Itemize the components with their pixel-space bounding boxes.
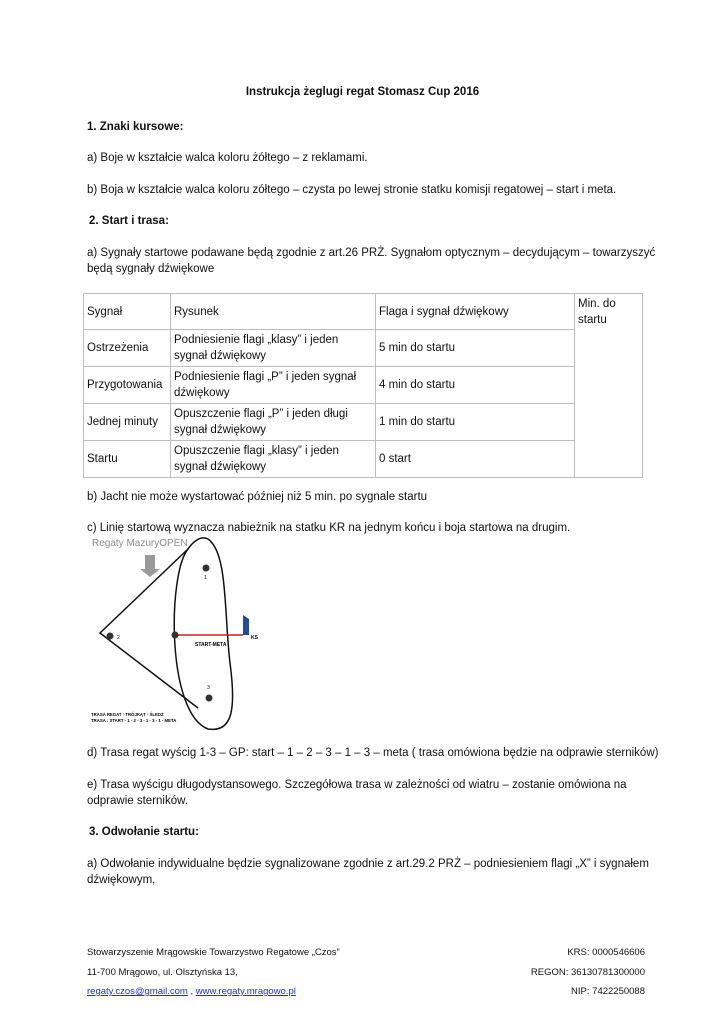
- table-cell: Ostrzeżenia: [84, 330, 171, 367]
- page-title: Instrukcja żeglugi regat Stomasz Cup 2016: [245, 86, 480, 98]
- table-row: [84, 404, 643, 441]
- section-2-item-e: e) Trasa wyścigu długodystansowego. Szczegółowa trasa w zależności od wiatru – zostanie omówiona na odprawie sterników.: [87, 779, 627, 807]
- section-2-item-a: a) Sygnały startowe podawane będą zgodnie z art.26 PRŻ. Sygnałom optycznym – decydującym – towarzyszyć będą sygnały dźwiękowe: [87, 247, 656, 275]
- section-1-heading: 1. Znaki kursowe:: [87, 121, 184, 133]
- footer-separator: ,: [187, 986, 196, 997]
- table-cell: 0 start: [376, 441, 575, 478]
- table-cell: 4 min do startu: [376, 367, 575, 404]
- table-row: [84, 367, 643, 404]
- footer-krs: KRS: 0000546606: [567, 947, 645, 958]
- table-row: [84, 330, 643, 367]
- signals-table: [83, 293, 643, 478]
- committee-boat-icon: [243, 615, 249, 635]
- table-cell: Podniesienie flagi „klasy” i jeden sygnał dźwiękowy: [171, 330, 376, 367]
- section-3-item-a: a) Odwołanie indywidualne będzie sygnalizowane zgodnie z art.29.2 PRŻ – podniesieniem flagi „X” i sygnałem dźwiękowym,: [87, 858, 649, 886]
- race-course-diagram: [88, 533, 268, 733]
- table-cell: Podniesienie flagi „P” i jeden sygnał dźwiękowy: [171, 367, 376, 404]
- mark-3-label: 3: [207, 685, 210, 691]
- table-header: Min. do startu: [575, 294, 643, 478]
- mark-1-buoy: [203, 565, 210, 572]
- footer-contacts: [87, 986, 296, 997]
- section-1-item-a: a) Boje w kształcie walca koloru żółtego – z reklamami.: [87, 152, 368, 164]
- table-header: Flaga i sygnał dźwiękowy: [376, 294, 575, 330]
- table-cell: 1 min do startu: [376, 404, 575, 441]
- table-header: Rysunek: [171, 294, 376, 330]
- start-meta-label: START-META: [195, 642, 227, 648]
- footer-nip: NIP: 7422250088: [571, 986, 645, 997]
- section-3-heading: 3. Odwołanie startu:: [89, 826, 199, 838]
- section-2-item-c: c) Linię startową wyznacza nabieżnik na statku KR na jednym końcu i boja startowa na drugim.: [87, 522, 571, 534]
- table-cell: Startu: [84, 441, 171, 478]
- footer-org: Stowarzyszenie Mrągowskie Towarzystwo Regatowe „Czos”: [87, 947, 340, 958]
- table-cell: Opuszczenie flagi „klasy” i jeden sygnał dźwiękowy: [171, 441, 376, 478]
- mark-3-buoy: [206, 695, 213, 702]
- table-cell: Przygotowania: [84, 367, 171, 404]
- diagram-brand: Regaty MazuryOPEN: [92, 538, 188, 549]
- table-cell: Opuszczenie flagi „P” i jeden długi sygnał dźwiękowy: [171, 404, 376, 441]
- footer-website-link[interactable]: www.regaty.mragowo.pl: [195, 986, 296, 997]
- diagram-legend-line-1: TRASA REGAT : TRÓJKĄT - ŚLEDŹ: [91, 712, 164, 717]
- section-1-item-b: b) Boja w kształcie walca koloru zółtego – czysta po lewej stronie statku komisji regatowej – start i meta.: [87, 184, 617, 196]
- ks-label: KS: [251, 635, 258, 641]
- mark-2-label: 2: [117, 635, 120, 641]
- table-header-row: [84, 294, 643, 330]
- mark-1-label: 1: [204, 575, 207, 581]
- table-cell: Jednej minuty: [84, 404, 171, 441]
- diagram-legend-line-2: TRASA : START - 1 - 2 - 3 - 1 - 3 - 1 - META: [91, 718, 177, 723]
- section-2-item-d: d) Trasa regat wyścig 1-3 – GP: start – 1 – 2 – 3 – 1 – 3 – meta ( trasa omówiona będzie na odprawie sterników): [87, 747, 659, 759]
- table-row: [84, 441, 643, 478]
- section-2-item-b: b) Jacht nie może wystartować później niż 5 min. po sygnale startu: [87, 491, 428, 503]
- table-cell: 5 min do startu: [376, 330, 575, 367]
- mark-2-buoy: [107, 633, 114, 640]
- wind-arrow-icon: [140, 555, 160, 577]
- footer-regon: REGON: 36130781300000: [530, 967, 645, 978]
- table-header: Sygnał: [84, 294, 171, 330]
- start-buoy: [172, 632, 179, 639]
- footer-address: 11-700 Mrągowo, ul. Olsztyńska 13,: [87, 967, 238, 978]
- footer-email-link[interactable]: regaty.czos@gmail.com: [87, 986, 188, 997]
- section-2-heading: 2. Start i trasa:: [89, 215, 169, 227]
